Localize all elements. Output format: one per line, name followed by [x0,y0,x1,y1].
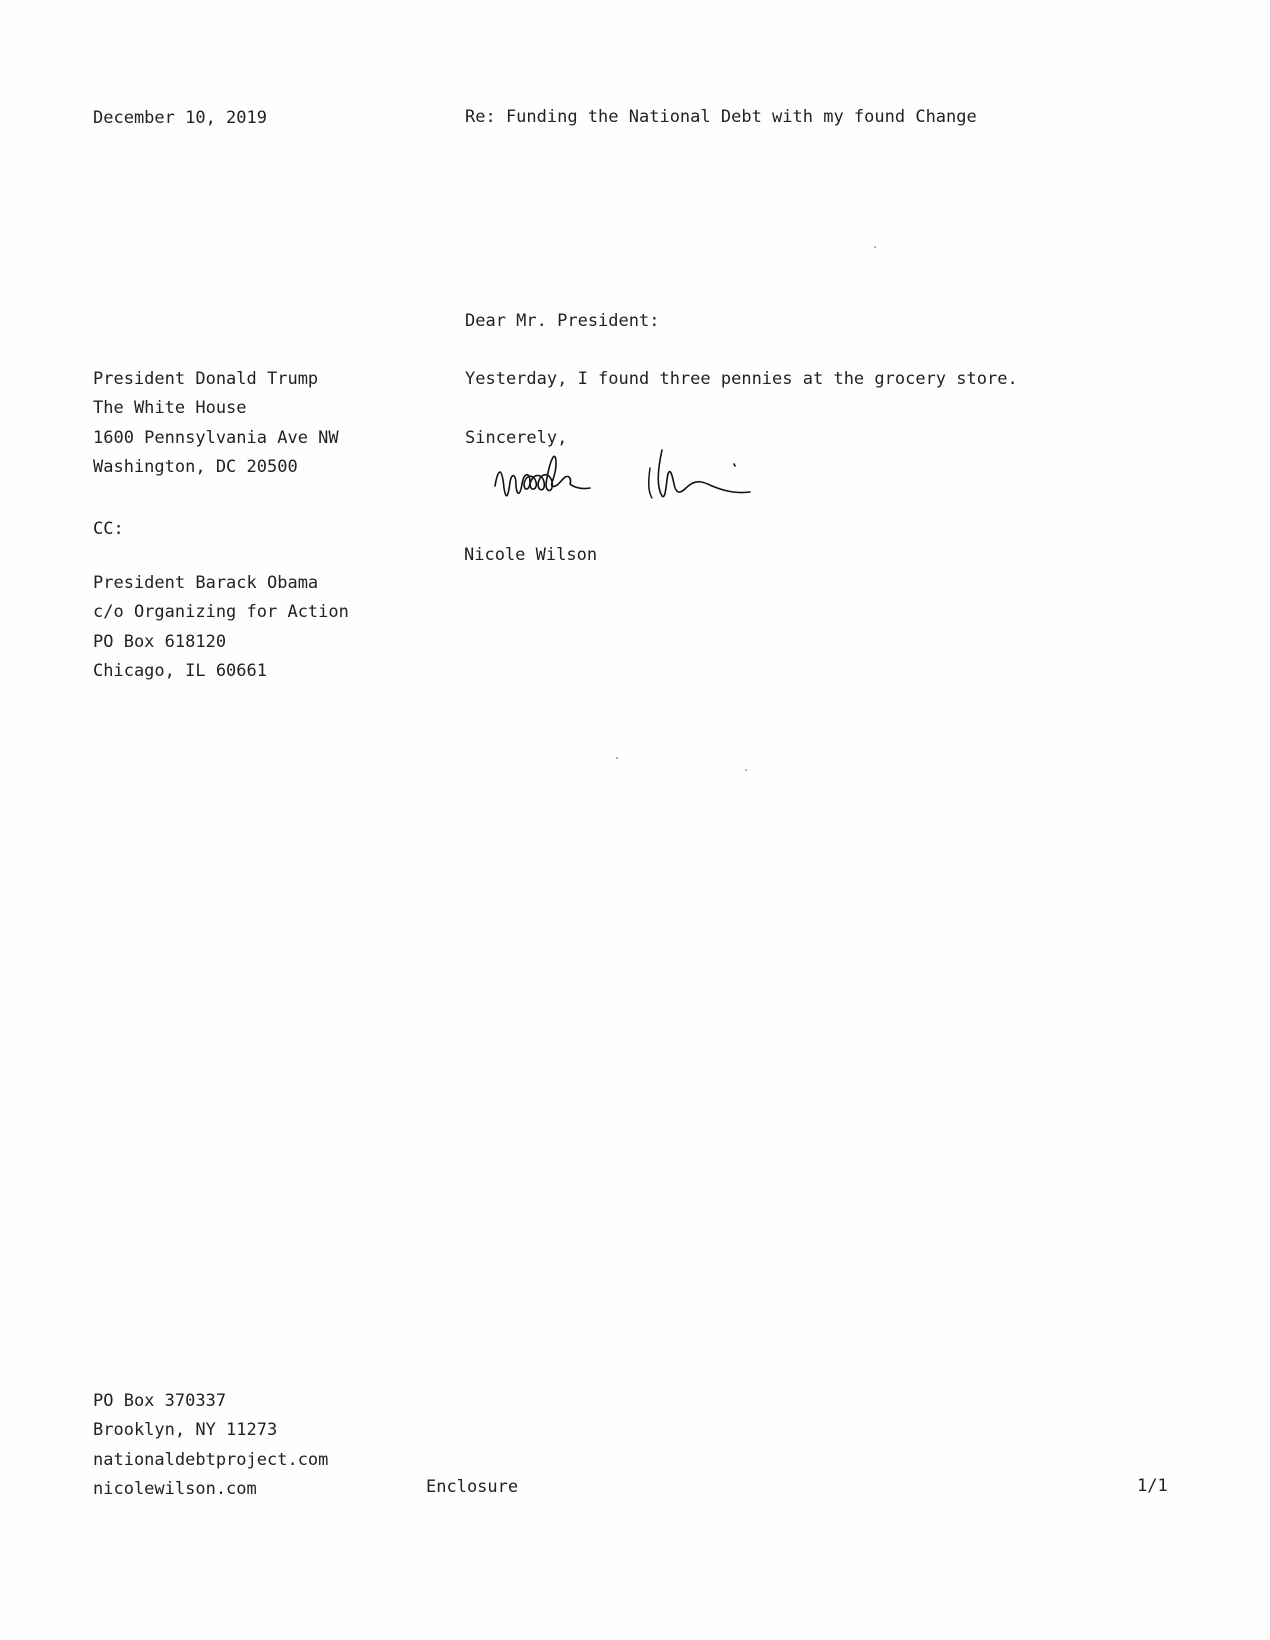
salutation: Dear Mr. President: [465,311,660,331]
cc-line: Chicago, IL 60661 [93,660,267,681]
recipient-line: 1600 Pennsylvania Ave NW [93,427,339,448]
closing: Sincerely, [465,428,568,448]
recipient-line: The White House [93,398,247,419]
page-number: 1/1 [1137,1476,1168,1496]
paper-speck [616,757,618,759]
sender-contact [93,1387,328,1504]
contact-line: Brooklyn, NY 11273 [93,1420,278,1441]
letter-subject: Re: Funding the National Debt with my found Change [465,107,977,127]
letter-body: Yesterday, I found three pennies at the grocery store. [465,369,1018,389]
recipient-line: President Donald Trump [93,369,319,389]
enclosure-note: Enclosure [426,1477,519,1497]
contact-line: nicolewilson.com [93,1478,257,1499]
cc-line: PO Box 618120 [93,631,227,652]
cc-label: CC: [93,519,124,539]
paper-speck [745,769,747,771]
paper-speck [874,246,876,248]
signer-name: Nicole Wilson [464,545,598,565]
cc-recipient-address [93,569,349,686]
letter-date: December 10, 2019 [93,108,267,128]
cc-line: President Barack Obama [93,573,319,593]
handwritten-signature [490,438,780,518]
contact-line: PO Box 370337 [93,1391,227,1411]
cc-line: c/o Organizing for Action [93,602,349,623]
recipient-line: Washington, DC 20500 [93,456,298,477]
contact-line: nationaldebtproject.com [93,1449,329,1470]
recipient-address [93,365,339,482]
